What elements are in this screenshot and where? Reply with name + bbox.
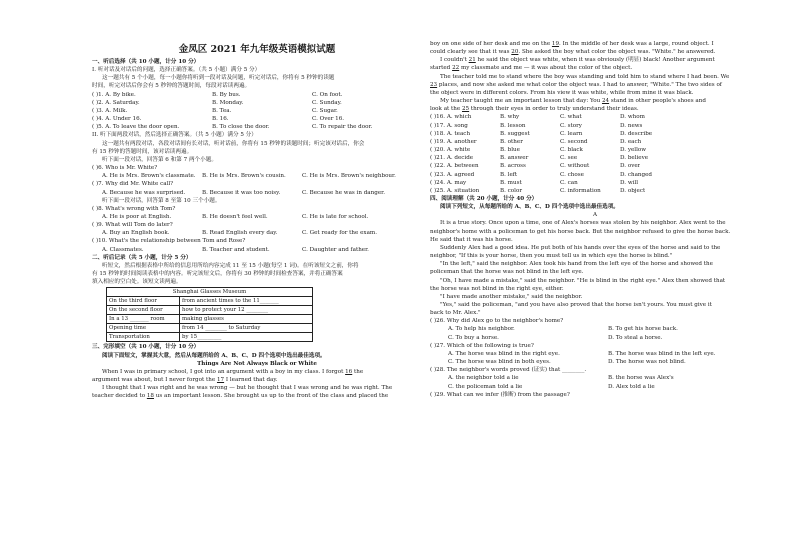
question-10: ( )10. What's the relationship between Tom and Rose? bbox=[92, 238, 246, 245]
passage-line: It is a true story. Once upon a time, one of Alex's horses was stolen by his neighbor. Alex went to the bbox=[440, 220, 726, 227]
question-27: ( )27. Which of the following is true? bbox=[430, 342, 534, 349]
question-9: ( )9. What will Tom do later? bbox=[92, 222, 173, 229]
section-2-intro: 听短文，然后根据表格中所给的信息用所给内容完成 11 至 15 小题(每空 1 词)。在听该短文之前，你将 bbox=[102, 262, 359, 269]
question-28-options: A. the neighbor told a lie B. the horse was Alex's bbox=[448, 375, 674, 382]
question-9-options: A. Buy an English book. B. Read English every day. C. Get ready for the exam. bbox=[102, 230, 377, 237]
cloze-line: 23 places, and now she asked me what color the object was. I had to answer, "White." The two sides of bbox=[430, 81, 722, 88]
option-row-20: ( )20. A. white B. blue C. black D. yellow bbox=[430, 147, 647, 154]
question-6: ( )6. Who is Mr. White? bbox=[92, 165, 158, 172]
blank-22: 22 bbox=[452, 65, 460, 72]
cloze-line: teacher decided to 18 us an important lesson. She brought us up to the front of the class and placed the bbox=[92, 393, 389, 400]
passage-line: He said that it was his horse. bbox=[430, 236, 513, 243]
passage-line: "Yes," said the policeman, "and you have also proved that the horse isn't yours. You must give it bbox=[440, 302, 712, 308]
blank-25: 25 bbox=[462, 106, 470, 113]
cloze-line: I thought that I was right and he was wrong — but he thought that I was wrong and he was right. The bbox=[102, 385, 393, 392]
cloze-options bbox=[430, 113, 760, 195]
table-row: Opening time from 14 ________ to Saturday bbox=[107, 324, 313, 333]
option-row-23: ( )23. A. agreed B. left C. chose D. changed bbox=[430, 171, 652, 178]
question-10-options: A. Classmates. B. Teacher and student. C. Daughter and father. bbox=[102, 246, 369, 253]
option-row-18: ( )18. A. teach B. suggest C. learn D. describe bbox=[430, 130, 653, 137]
dialog-1-instruction: 听下面一段对话，回答第 6 和第 7 两个小题。 bbox=[102, 156, 217, 163]
cloze-line: When I was in primary school, I got into an argument with a boy in my class. I forgot 16 the bbox=[102, 368, 364, 375]
question-1: ( )1. A. By bike. B. By bus. C. On foot. bbox=[92, 91, 343, 98]
section-1-part-1-intro: 这一题共有 5 个小题，每一小题你将听到一段对话及问题，听完对话后，你将有 5 秒钟的读题 bbox=[102, 75, 335, 82]
question-26-options: C. To buy a horse. D. To steal a horse. bbox=[448, 334, 663, 341]
dialog-2-instruction: 听下面一段对话，回答第 8 至第 10 三个小题。 bbox=[102, 197, 221, 204]
blank-17: 17 bbox=[216, 377, 225, 383]
option-row-19: ( )19. A. another B. other C. second D. each bbox=[430, 138, 642, 145]
table-row: On the third floor from ancient times to the 11_______ bbox=[107, 297, 313, 306]
question-29: ( )29. What can we infer (推断) from the passage? bbox=[430, 391, 570, 398]
table-row: On the second floor how to protect your 12 ________ bbox=[107, 306, 313, 315]
section-4-instruction: 阅读下列短文，从每题所给的 A、B、C、D 四个选项中选出最佳选项。 bbox=[440, 204, 619, 211]
passage-line: the horse was not blind in the right eye, either. bbox=[430, 285, 564, 292]
question-26-options: A. To help his neighbor. B. To get his horse back. bbox=[448, 326, 678, 333]
section-1-part-1: I. 听对话及对话后的问题，选择正确答案。（共 5 小题）满分 5 分） bbox=[92, 67, 261, 74]
question-4: ( )4. A. Under 16. B. 16. C. Over 16. bbox=[92, 116, 345, 123]
question-8-options: A. He is poor at English. B. He doesn't feel well. C. He is late for school. bbox=[102, 213, 369, 220]
passage-line: back to Mr. Alex." bbox=[430, 310, 481, 317]
section-3-heading: 三、完形填空（共 10 小题，计分 10 分） bbox=[92, 344, 200, 351]
question-7: ( )7. Why did Mr. White call? bbox=[92, 181, 174, 188]
option-row-25: ( )25. A. situation B. color C. information D. object bbox=[430, 187, 646, 194]
question-8: ( )8. What's wrong with Tom? bbox=[92, 205, 176, 212]
cloze-line: started 22 my classmate and me — it was about the color of the object. bbox=[430, 65, 633, 72]
table-title: Shanghai Glasses Museum bbox=[107, 288, 313, 297]
right-column bbox=[430, 40, 760, 399]
passage-line: policeman that the horse was not blind in the left eye. bbox=[430, 269, 584, 276]
cloze-line: could clearly see that it was 20. She asked the boy what color the object was. "White." he answered. bbox=[430, 49, 716, 56]
section-1-part-2: II. 听下面两段对话，然后选择正确答案。（共 5 小题）满分 5 分） bbox=[92, 132, 257, 139]
question-2: ( )2. A. Saturday. B. Monday. C. Sunday. bbox=[92, 99, 342, 106]
option-row-16: ( )16. A. which B. why C. what D. whom bbox=[430, 114, 645, 121]
section-1-heading: 一、听后选择（共 10 小题，计分 10 分） bbox=[92, 59, 200, 65]
section-4-heading: 四、阅读理解（共 20 小题，计分 40 分） bbox=[430, 195, 538, 202]
section-2-intro: 填入相应的空白处。该短文读两遍。 bbox=[92, 279, 182, 286]
passage-line: "In the left," said the neighbor. Alex took his hand from the left eye of the horse and showed the bbox=[440, 261, 713, 268]
option-row-24: ( )24. A. may B. must C. can D. will bbox=[430, 179, 638, 186]
blank-23: 23 bbox=[430, 81, 438, 88]
question-3: ( )3. A. Milk. B. Tea. C. Sugar. bbox=[92, 107, 338, 114]
question-26: ( )26. Why did Alex go to the neighbor's home? bbox=[430, 318, 564, 325]
section-1-part-1-intro: 时间，听完对话后你会有 5 秒钟的答题时间，每段对话读两遍。 bbox=[92, 83, 251, 90]
blank-21: 21 bbox=[468, 57, 476, 64]
cloze-line: boy on one side of her desk and me on the 19. In the middle of her desk was a large, round object. I bbox=[430, 41, 714, 47]
blank-16: 16 bbox=[345, 368, 353, 375]
blank-18: 18 bbox=[146, 393, 154, 400]
passage-label: A bbox=[592, 212, 598, 219]
passage-line: Suddenly Alex had a good idea. He put both of his hands over the eyes of the horse and said to the bbox=[440, 244, 721, 251]
blank-20: 20 bbox=[511, 49, 519, 56]
section-3-instruction: 阅读下面短文，掌握其大意，然后从每题所给的 A、B、C、D 四个选项中选出最佳选项。 bbox=[102, 352, 326, 359]
option-row-21: ( )21. A. decide B. answer C. see D. believe bbox=[430, 155, 649, 162]
table-row: In a 13 _______ room making glasses bbox=[107, 315, 313, 324]
blank-19: 19 bbox=[551, 41, 560, 47]
section-1-part-2-intro: 有 15 秒钟的答题时间，该对话读两遍。 bbox=[92, 148, 193, 155]
left-column bbox=[92, 44, 422, 400]
question-5: ( )5. A. To leave the door open. B. To close the door. C. To repair the door. bbox=[92, 124, 373, 131]
table-row: Transportation by 15_________ bbox=[107, 333, 313, 342]
cloze-line: look at the 25 through their eyes in order to truly understand their ideas. bbox=[430, 106, 639, 113]
section-1-part-2-intro: 这一题共有两段对话，各段对话间有长对话，听对话前，你将有 15 秒钟的读题时间；听完该对话后，你会 bbox=[102, 140, 365, 147]
option-row-22: ( )22. A. between B. across C. without D. over bbox=[430, 163, 641, 170]
page-title: 金凤区 2021 年九年级英语模拟试题 bbox=[178, 44, 336, 55]
question-27-options: C. The horse was blind in both eyes. D. The horse was not blind. bbox=[448, 359, 686, 366]
passage-line: neighbor, "If this is your horse, then you must tell us in which eye the horse is blind." bbox=[430, 253, 673, 260]
cloze-line: the object were in different colors. From his view it was white, while from mine it was black. bbox=[430, 89, 694, 96]
cloze-line: I couldn't 21 he said the object was white, when it was obviously (明显) black! Another argument bbox=[440, 57, 715, 64]
museum-table bbox=[106, 287, 313, 342]
option-row-17: ( )17. A. song B. lesson C. story D. news bbox=[430, 122, 643, 129]
passage-line: "Oh, I have made a mistake," said the neighbor. "He is blind in the right eye." Alex then showed that bbox=[440, 277, 726, 284]
passage-line: neighbor's home with a policeman to get his horse back. But the neighbor refused to give the horse back. bbox=[430, 228, 731, 235]
question-28-options: C. the policeman told a lie D. Alex told a lie bbox=[448, 383, 655, 390]
question-27-options: A. The horse was blind in the right eye. B. The horse was blind in the left eye. bbox=[448, 350, 716, 357]
question-28: ( )28. The neighbor's words proved (证实) that ________. bbox=[430, 367, 587, 374]
question-7-options: A. Because he was surprised. B. Because it was too noisy. C. Because he was in danger. bbox=[102, 189, 385, 196]
cloze-line: The teacher told me to stand where the boy was standing and told him to stand where I had been. We bbox=[440, 73, 730, 80]
cloze-line: argument was about, but I never forgot the 17 I learned that day. bbox=[92, 377, 278, 383]
passage-line: "I have made another mistake," said the neighbor. bbox=[440, 293, 583, 300]
cloze-line: My teacher taught me an important lesson that day: You 24 stand in other people's shoes and bbox=[440, 98, 706, 105]
section-2-intro: 有 15 秒钟的时间阅读表格中的内容。听完该短文后，你将有 30 秒钟的时间检查答案，并将正确答案 bbox=[92, 271, 343, 278]
section-2-heading: 二、听后记录（共 5 小题，计分 5 分） bbox=[92, 254, 192, 261]
passage-title: Things Are Not Always Black or White bbox=[197, 360, 317, 367]
question-6-options: A. He is Mrs. Brown's classmate. B. He is Mrs. Brown's cousin. C. He is Mrs. Brown's neighbour. bbox=[102, 173, 396, 180]
blank-24: 24 bbox=[601, 98, 610, 105]
